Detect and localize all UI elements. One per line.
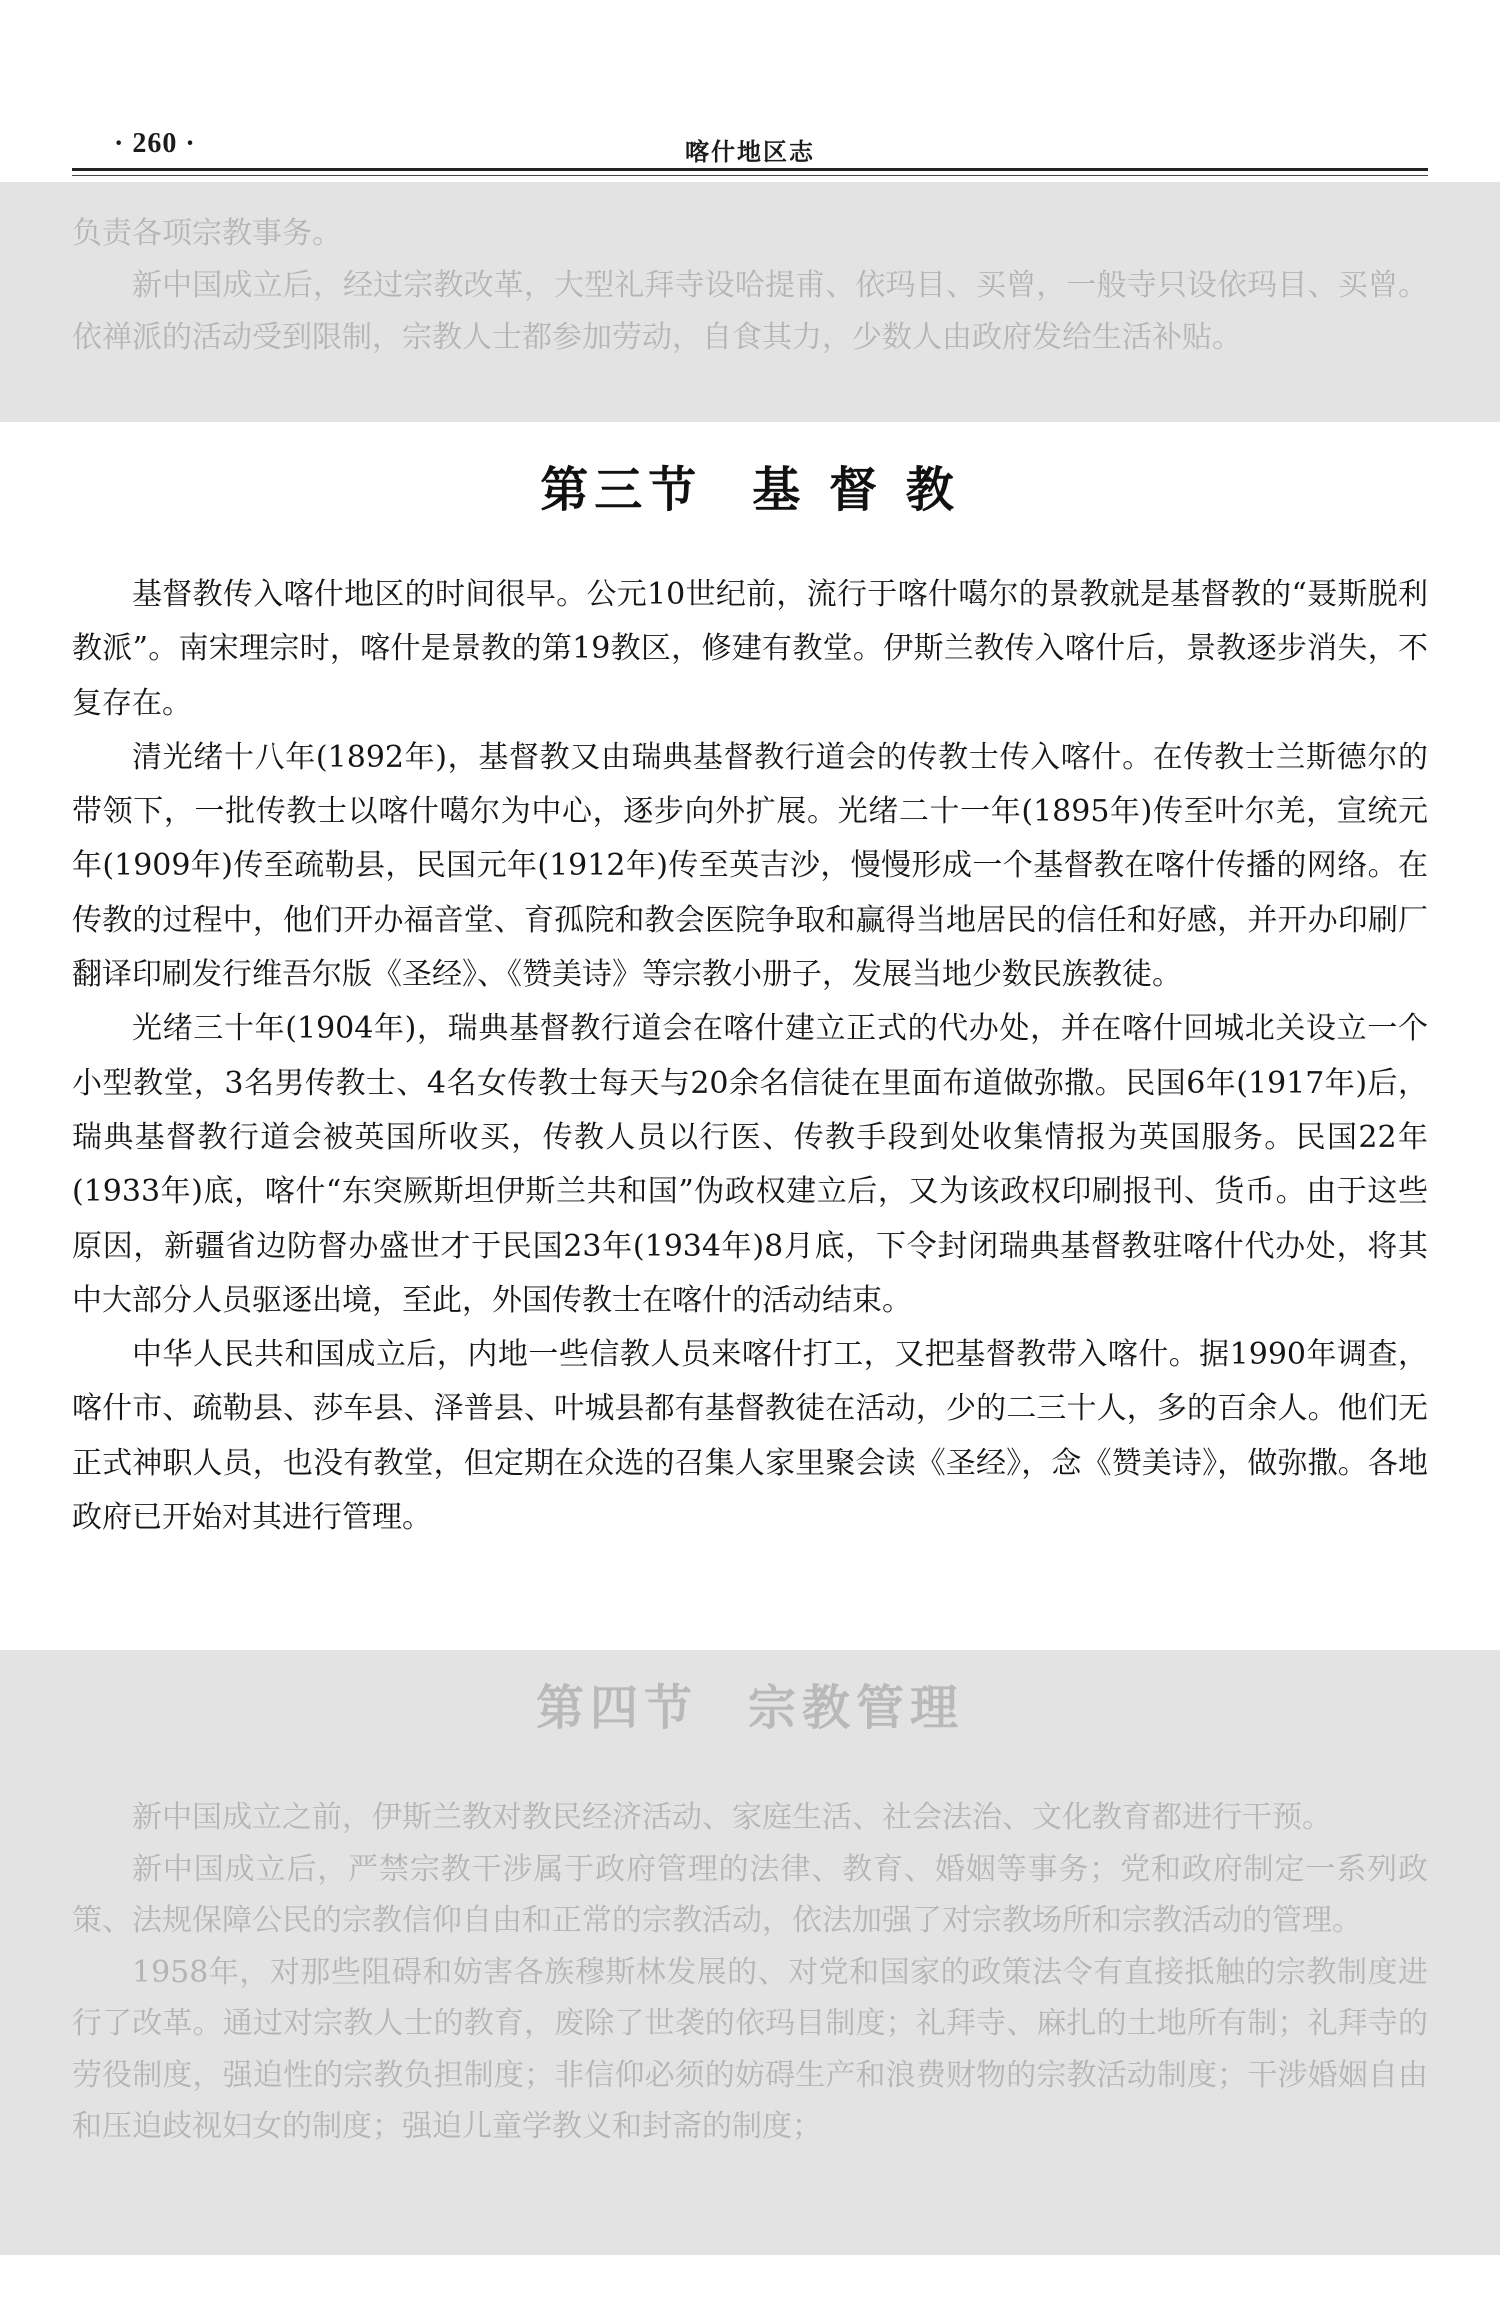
paragraph: 新中国成立之前，伊斯兰教对教民经济活动、家庭生活、社会法治、文化教育都进行干预。 xyxy=(132,1800,1332,1835)
running-title: 喀什地区志 xyxy=(685,138,815,166)
section-number: 第三节 xyxy=(540,462,703,518)
section-name: 基 督 教 xyxy=(752,462,960,518)
page-number: · 260 · xyxy=(114,128,196,159)
section-title xyxy=(72,440,1428,550)
paragraph: 新中国成立后，严禁宗教干涉属于政府管理的法律、教育、婚姻等事务；党和政府制定一系列政策、法规保障公民的宗教信仰自由和正常的宗教活动，依法加强了对宗教场所和宗教活动的管理。 xyxy=(72,1851,1428,1938)
paragraph: 新中国成立后，经过宗教改革，大型礼拜寺设哈提甫、依玛目、买曾，一般寺只设依玛目、买曾。依禅派的活动受到限制，宗教人士都参加劳动，自食其力，少数人由政府发给生活补贴。 xyxy=(72,268,1428,355)
section-christianity xyxy=(72,440,1428,1545)
faded-following-section xyxy=(0,1650,1500,2255)
section-name: 宗教管理 xyxy=(748,1680,965,1736)
page-header xyxy=(72,118,1428,168)
faded-preceding-text xyxy=(0,182,1500,422)
header-rule-thin xyxy=(72,175,1428,176)
section-title xyxy=(72,1668,1428,1758)
paragraph: 中华人民共和国成立后，内地一些信教人员来喀什打工，又把基督教带入喀什。据1990年调查，喀什市、疏勒县、莎车县、泽普县、叶城县都有基督教徒在活动，少的二三十人，多的百余人。他们无正式神职人员，也没有教堂，但定期在众选的召集人家里聚会读《圣经》，念《赞美诗》，做弥撒。各地政府已开始对其进行管理。 xyxy=(72,1337,1428,1536)
paragraph: 1958年，对那些阻碍和妨害各族穆斯林发展的、对党和国家的政策法令有直接抵触的宗教制度进行了改革。通过对宗教人士的教育，废除了世袭的依玛目制度；礼拜寺、麻扎的土地所有制；礼拜寺的劳役制度，强迫性的宗教负担制度；非信仰必须的妨碍生产和浪费财物的宗教活动制度；干涉婚姻自由和压迫歧视妇女的制度；强迫儿童学教义和封斋的制度； xyxy=(72,1954,1428,2144)
paragraph: 光绪三十年(1904年)，瑞典基督教行道会在喀什建立正式的代办处，并在喀什回城北关设立一个小型教堂，3名男传教士、4名女传教士每天与20余名信徒在里面布道做弥撒。民国6年(1917年)后，瑞典基督教行道会被英国所收买，传教人员以行医、传教手段到处收集情报为英国服务。民国22年(1933年)底，喀什“东突厥斯坦伊斯兰共和国”伪政权建立后，又为该政权印刷报刊、货币。由于这些原因，新疆省边防督办盛世才于民国23年(1934年)8月底，下令封闭瑞典基督教驻喀什代办处，将其中大部分人员驱逐出境，至此，外国传教士在喀什的活动结束。 xyxy=(72,1011,1428,1318)
section-number: 第四节 xyxy=(535,1680,698,1736)
paragraph: 清光绪十八年(1892年)，基督教又由瑞典基督教行道会的传教士传入喀什。在传教士兰斯德尔的带领下，一批传教士以喀什噶尔为中心，逐步向外扩展。光绪二十一年(1895年)传至叶尔羌，宣统元年(1909年)传至疏勒县，民国元年(1912年)传至英吉沙，慢慢形成一个基督教在喀什传播的网络。在传教的过程中，他们开办福音堂、育孤院和教会医院争取和赢得当地居民的信任和好感，并开办印刷厂翻译印刷发行维吾尔版《圣经》、《赞美诗》等宗教小册子，发展当地少数民族教徒。 xyxy=(72,739,1428,993)
paragraph: 基督教传入喀什地区的时间很早。公元10世纪前，流行于喀什噶尔的景教就是基督教的“聂斯脱利教派”。南宋理宗时，喀什是景教的第19教区，修建有教堂。伊斯兰教传入喀什后，景教逐步消失，不复存在。 xyxy=(72,577,1428,721)
header-rule-thick xyxy=(72,168,1428,171)
paragraph: 负责各项宗教事务。 xyxy=(72,216,342,251)
